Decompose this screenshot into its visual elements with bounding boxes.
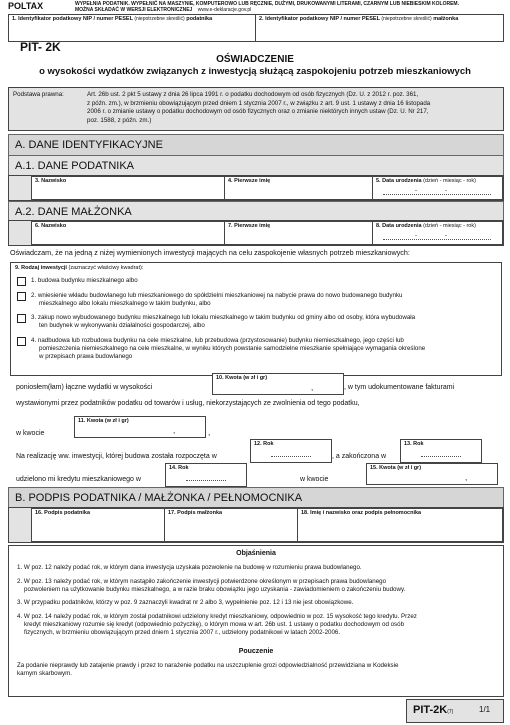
field-12-label: 12. Rok xyxy=(254,441,274,447)
form-title: OŚWIADCZENIE xyxy=(216,54,294,65)
realization-text: Na realizację ww. inwestycji, której budowa została rozpoczęta w xyxy=(16,453,217,460)
field-6-label: 6. Nazwisko xyxy=(35,223,67,229)
field-17-spouse-signature[interactable] xyxy=(164,508,298,542)
spent-suffix: , w tym udokumentowane fakturami xyxy=(344,384,455,391)
field-1-label: 1. Identyfikator podatkowy NIP / numer PESEL (niepotrzebne skreślić) podatnika xyxy=(12,16,213,22)
section-a-title: A. DANE IDENTYFIKACYJNE xyxy=(15,139,163,151)
credit-amount-label: w kwocie xyxy=(300,476,329,483)
field-13-label: 13. Rok xyxy=(404,441,424,447)
spent-prefix: poniosłem(łam) łączne wydatki w wysokości xyxy=(16,384,153,391)
field-5-label: 5. Data urodzenia (dzień - miesiąc - rok) xyxy=(376,178,476,184)
option-3-text: 3. zakup nowo wybudowanego budynku mieszkalnego lub lokalu mieszkalnego w takim budynku od gminy albo od osoby, która wybudowała ten budynek w wykonywaniu działalności gospodarczej, albo xyxy=(31,314,416,329)
field-16-taxpayer-signature[interactable] xyxy=(31,508,165,542)
option-2-text: 2. wniesienie wkładu budowlanego lub mieszkaniowego do spółdzielni mieszkaniowej na nabycie prawa do nowo budowanego budynku mieszkalnego albo lokalu mieszkalnego w takim budynku, albo xyxy=(31,292,403,307)
in-amount-label: w kwocie xyxy=(16,430,45,437)
legal-basis-label: Podstawa prawna: xyxy=(13,91,64,98)
section-a1-title: A.1. DANE PODATNIKA xyxy=(15,160,134,172)
field-11-label: 11. Kwota (w zł i gr) xyxy=(78,418,129,424)
declaration-intro: Oświadczam, że na jedną z niżej wymienionych inwestycji mających na celu zaspokojenie własnych potrzeb mieszkaniowych: xyxy=(10,248,410,257)
form-code: PIT- 2K xyxy=(20,40,61,54)
footer-code: PIT-2K(7) xyxy=(413,704,454,716)
field-18-proxy-signature[interactable] xyxy=(297,508,503,542)
a1-fields xyxy=(8,175,504,201)
poltax-label: POLTAX xyxy=(8,1,44,11)
field-8-label: 8. Data urodzenia (dzień - miesiąc - rok) xyxy=(376,223,476,229)
instructions-text: WYPEŁNIA PODATNIK. WYPEŁNIĆ NA MASZYNIE, KOMPUTEROWO LUB RĘCZNIE, DUŻYMI, DRUKOWANYMI LITERAMI, CZARNYM LUB NIEBIESKIM KOLOREM. xyxy=(75,1,459,7)
signature-row xyxy=(8,507,504,543)
instruction-title: Pouczenie xyxy=(238,648,274,655)
date-separator: - xyxy=(445,233,447,239)
instructions-url: www.e-deklaracje.gov.pl xyxy=(197,7,252,13)
field-14-credit-year[interactable] xyxy=(165,463,247,487)
explanations-box xyxy=(8,545,504,697)
a2-fields xyxy=(8,220,504,246)
field-7-first-name[interactable] xyxy=(224,221,373,245)
field-12-start-year[interactable] xyxy=(250,439,332,463)
sentence-comma: , xyxy=(208,428,211,437)
field-4-first-name[interactable] xyxy=(224,176,373,200)
field-9-investment-type xyxy=(10,262,502,376)
explanation-3: 3. W przypadku podatników, którzy w poz. 9 zaznaczyli kwadrat nr 2 albo 3, wypełnienie poz. 12 i 13 nie jest obowiązkowe. xyxy=(17,599,354,606)
footer-form-code xyxy=(406,699,504,723)
decimal-comma: , xyxy=(311,383,314,392)
checkbox-option-4[interactable] xyxy=(17,337,26,346)
section-a1-header xyxy=(8,155,504,177)
year-dots xyxy=(421,456,461,457)
explanations-title: Objaśnienia xyxy=(236,550,276,557)
instructions-electronic: MOŻNA SKŁADAĆ W WERSJI ELEKTRONICZNEJ xyxy=(75,7,193,13)
field-15-label: 15. Kwota (w zł i gr) xyxy=(370,465,422,471)
form-instructions xyxy=(75,1,505,13)
option-4-text: 4. nadbudowa lub rozbudowa budynku na cele mieszkalne, lub przebudowa (przystosowanie) budynku niemieszkalnego, jego części lub pomieszczenia niemieszkalnego na cele mieszkalne, w wyniku których powstanie samodzielne mieszkanie spełniające wymagania określone w przepisach prawa budowlanego xyxy=(31,337,426,360)
field-15-credit-amount[interactable] xyxy=(366,463,498,485)
section-b-title: B. PODPIS PODATNIKA / MAŁŻONKA / PEŁNOMOCNIKA xyxy=(15,492,303,504)
field-11-amount[interactable] xyxy=(74,416,206,438)
explanation-2: 2. W poz. 13 należy podać rok, w którym nastąpiło zakończenie inwestycji potwierdzone określonym w przepisach prawa budowlanego pozwoleniem na użytkowanie budynku mieszkalnego, a w razie braku obowiązku jego uzyskania - zawiadomieniem o zakończeniu budowy. xyxy=(17,578,406,593)
field-6-surname[interactable] xyxy=(31,221,225,245)
field-16-label: 16. Podpis podatnika xyxy=(35,510,91,516)
field-3-surname[interactable] xyxy=(31,176,225,200)
field-2-label: 2. Identyfikator podatkowy NIP / numer PESEL (niepotrzebne skreślić) małżonka xyxy=(259,16,459,22)
section-a2-title: A.2. DANE MAŁŻONKA xyxy=(15,206,132,218)
completed-text: , a zakończona w xyxy=(332,453,387,460)
field-2[interactable] xyxy=(256,15,503,41)
date-separator: - xyxy=(415,233,417,239)
form-subtitle: o wysokości wydatków związanych z inwestycją służącą zaspokojeniu potrzeb mieszkaniowych xyxy=(39,66,471,77)
section-a-header xyxy=(8,134,504,156)
field-8-dots xyxy=(383,239,491,240)
section-b-header xyxy=(8,487,504,509)
field-18-label: 18. Imię i nazwisko oraz podpis pełnomocnika xyxy=(301,510,422,516)
explanation-4: 4. W poz. 14 należy podać rok, w którym został podatnikowi udzielony kredyt mieszkaniowy, odpowiednio w poz. 15 wysokość tego kredytu. Przez kredyt mieszkaniowy rozumie się kredyt (odpowiednio pożyczkę), o którym mowa w art. 26b ust. 1 ustawy o podatku dochodowym od osób fizycznych, w brzmieniu obowiązującym przed dniem 1 stycznia 2007 r., udzielony podatnikowi w latach 2002-2006. xyxy=(17,613,417,636)
decimal-comma: , xyxy=(173,426,176,435)
credit-text: udzielono mi kredytu mieszkaniowego w xyxy=(16,476,141,483)
field-8-birth-date[interactable] xyxy=(372,221,503,245)
instruction-text: Za podanie nieprawdy lub zatajenie prawdy i przez to narażenie podatku na uszczuplenie grozi odpowiedzialność przewidziana w Kodeksie karnym skarbowym. xyxy=(17,662,399,677)
field-10-label: 10. Kwota (w zł i gr) xyxy=(216,375,268,381)
field-5-dots xyxy=(383,194,491,195)
field-13-end-year[interactable] xyxy=(400,439,482,463)
date-separator: - xyxy=(445,188,447,194)
field-9-label: 9. Rodzaj inwestycji (zaznaczyć właściwy kwadrat): xyxy=(15,265,144,271)
checkbox-option-2[interactable] xyxy=(17,292,26,301)
checkbox-option-3[interactable] xyxy=(17,314,26,323)
field-14-label: 14. Rok xyxy=(169,465,189,471)
option-1-text: 1. budowa budynku mieszkalnego albo xyxy=(31,277,138,284)
legal-basis-text: Art. 26b ust. 2 pkt 5 ustawy z dnia 26 lipca 1991 r. o podatku dochodowym od osób fizycznych (Dz. U. z 2012 r. poz. 361, z późn. zm.), w brzmieniu obowiązującym przed dniem 1 stycznia 2007 r., w związku z art. 9 ust. 1 ustawy z dnia 16 listopada 2006 r. o zmianie ustawy o podatku dochodowym od osób fizycznych oraz o zmianie niektórych innych ustaw (Dz. U. Nr 217, poz. 1588, z późn. zm.) xyxy=(87,91,431,124)
field-3-label: 3. Nazwisko xyxy=(35,178,67,184)
identifier-row xyxy=(8,14,504,42)
year-dots xyxy=(271,456,311,457)
decimal-comma: , xyxy=(465,473,468,482)
field-5-birth-date[interactable] xyxy=(372,176,503,200)
invoice-text: wystawionymi przez podatników podatku od towarów i usług, niekorzystających ze zwolnienia od tego podatku, xyxy=(16,400,360,407)
field-1[interactable] xyxy=(9,15,256,41)
legal-basis xyxy=(8,87,504,131)
page-number: 1/1 xyxy=(479,705,491,714)
field-17-label: 17. Podpis małżonka xyxy=(168,510,223,516)
field-4-label: 4. Pierwsze imię xyxy=(228,178,271,184)
year-dots xyxy=(186,480,226,481)
field-7-label: 7. Pierwsze imię xyxy=(228,223,271,229)
checkbox-option-1[interactable] xyxy=(17,277,26,286)
explanation-1: 1. W poz. 12 należy podać rok, w którym dana inwestycja uzyskała pozwolenie na budowę w rozumieniu prawa budowlanego. xyxy=(17,564,362,571)
field-10-amount[interactable] xyxy=(212,373,344,395)
date-separator: - xyxy=(415,188,417,194)
